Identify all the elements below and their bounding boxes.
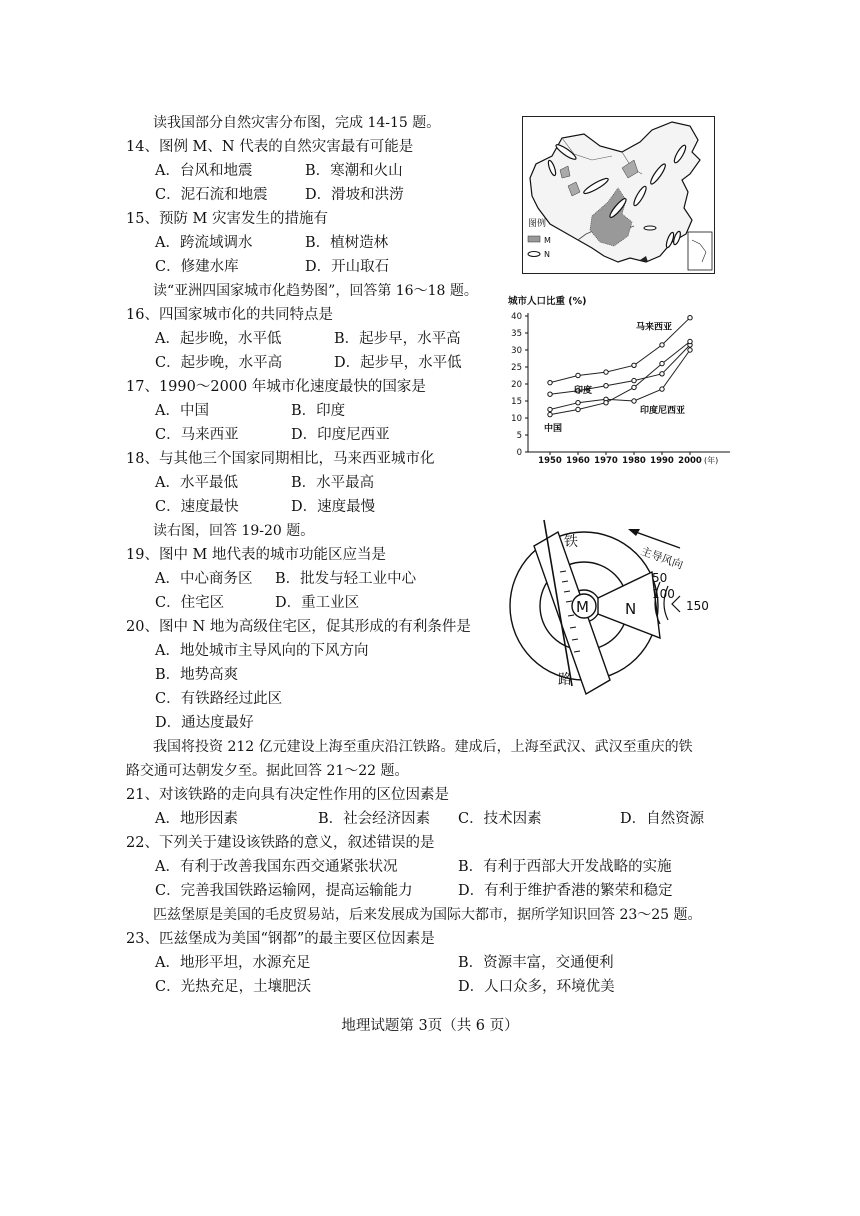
data-point	[660, 372, 664, 376]
data-point	[548, 380, 552, 384]
question-14: 14、图例 M、N 代表的自然灾害最有可能是	[126, 139, 414, 155]
data-point	[660, 343, 664, 347]
option-22d: D．有利于维护香港的繁荣和稳定	[458, 883, 673, 899]
y-tick-label: 35	[511, 329, 522, 339]
intro-14-15: 读我国部分自然灾害分布图，完成 14-15 题。	[153, 115, 441, 131]
option-16b: B．起步早，水平高	[334, 331, 461, 347]
option-14b: B．寒潮和火山	[305, 163, 403, 179]
option-23c: C．光热充足，土壤肥沃	[155, 979, 312, 995]
data-point	[548, 407, 552, 411]
zone-m-label: M	[576, 598, 589, 616]
intro-19-20: 读右图，回答 19-20 题。	[153, 523, 315, 539]
legend-m-swatch	[528, 236, 540, 242]
y-tick-label: 25	[511, 363, 522, 373]
rail-label-top: 铁	[564, 534, 578, 550]
question-23: 23、匹兹堡成为美国“钢都”的最主要区位因素是	[126, 931, 435, 947]
series-label: 印度尼西亚	[640, 406, 686, 417]
option-14c: C．泥石流和地震	[155, 187, 268, 203]
option-21a: A．地形因素	[155, 811, 238, 827]
urbanization-chart	[498, 291, 748, 471]
wind-label: 主导风向	[638, 544, 685, 572]
option-20c: C．有铁路经过此区	[155, 691, 283, 707]
option-20d: D．通达度最好	[155, 715, 254, 731]
option-14a: A．台风和地震	[155, 163, 253, 179]
legend-n-label: N	[544, 250, 550, 259]
option-22b: B．有利于西部大开发战略的实施	[458, 859, 672, 875]
zone-n-label: N	[625, 600, 637, 618]
option-21d: D．自然资源	[620, 811, 705, 827]
series-line	[550, 345, 690, 394]
option-19d: D．重工业区	[275, 595, 360, 611]
y-tick-label: 20	[511, 380, 522, 390]
option-20b: B．地势高爽	[155, 667, 239, 683]
series-line	[550, 342, 690, 415]
option-16c: C．起步晚，水平高	[155, 355, 283, 371]
data-point	[576, 373, 580, 377]
chart-title: 城市人口比重 (%)	[508, 296, 587, 307]
x-tick-label: 1960	[566, 456, 590, 466]
question-22: 22、下列关于建设该铁路的意义，叙述错误的是	[126, 835, 435, 851]
option-18c: C．速度最快	[155, 499, 239, 515]
option-22c: C．完善我国铁路运输网，提高运输能力	[155, 883, 413, 899]
legend-n-swatch	[528, 252, 540, 257]
data-point	[604, 401, 608, 405]
intro-23-25: 匹兹堡原是美国的毛皮贸易站，后来发展成为国际大都市，据所学知识回答 23～25 题。	[153, 907, 702, 923]
china-hazard-map	[522, 116, 715, 274]
option-19b: B．批发与轻工业中心	[275, 571, 417, 587]
intro-21-22-line1: 我国将投资 212 亿元建设上海至重庆沿江铁路。建成后，上海至武汉、武汉至重庆的铁	[153, 739, 693, 755]
y-tick-label: 15	[511, 397, 522, 407]
x-tick-label: 1980	[622, 456, 646, 466]
data-point	[660, 387, 664, 391]
map-legend-title: 图例	[528, 219, 547, 229]
x-tick-label: 1990	[650, 456, 674, 466]
option-18b: B．水平最高	[291, 475, 375, 491]
intro-16-18: 读“亚洲四国家城市化趋势图”，回答第 16～18 题。	[153, 283, 478, 299]
series-label: 马来西亚	[636, 322, 673, 333]
data-point	[688, 339, 692, 343]
option-16a: A．起步晚，水平低	[155, 331, 282, 347]
option-23a: A．地形平坦，水源充足	[155, 955, 311, 971]
data-point	[632, 378, 636, 382]
y-tick-label: 0	[516, 448, 522, 458]
question-18: 18、与其他三个国家同期相比，马来西亚城市化	[126, 451, 435, 467]
x-tick-label: 1950	[538, 456, 562, 466]
option-17a: A．中国	[155, 403, 209, 419]
question-19: 19、图中 M 地代表的城市功能区应当是	[126, 547, 387, 563]
y-tick-label: 40	[511, 312, 522, 322]
option-21c: C．技术因素	[458, 811, 542, 827]
series-label: 印度	[574, 385, 593, 396]
rail-label-bottom: 路	[558, 672, 572, 688]
option-19c: C．住宅区	[155, 595, 225, 611]
contour-label-100: 100	[652, 587, 675, 601]
question-16: 16、四国家城市化的共同特点是	[126, 307, 333, 323]
option-22a: A．有利于改善我国东西交通紧张状况	[155, 859, 398, 875]
y-tick-label: 5	[516, 431, 522, 441]
data-point	[576, 401, 580, 405]
y-tick-label: 30	[511, 346, 522, 356]
option-23d: D．人口众多，环境优美	[458, 979, 615, 995]
data-point	[604, 370, 608, 374]
data-point	[688, 316, 692, 320]
series-label: 中国	[544, 424, 563, 435]
option-16d: D．起步早，水平低	[334, 355, 462, 371]
contour-label-50: 50	[652, 571, 668, 585]
option-15a: A．跨流域调水	[155, 235, 253, 251]
option-20a: A．地处城市主导风向的下风方向	[155, 643, 369, 659]
option-19a: A．中心商务区	[155, 571, 253, 587]
legend-m-label: M	[544, 236, 551, 245]
city-zone-diagram	[500, 516, 740, 704]
data-point	[576, 407, 580, 411]
y-tick-label: 10	[511, 414, 522, 424]
question-20: 20、图中 N 地为高级住宅区，促其形成的有利条件是	[126, 619, 471, 635]
x-tick-label: 2000	[678, 456, 702, 466]
data-point	[632, 363, 636, 367]
option-23b: B．资源丰富，交通便利	[458, 955, 614, 971]
question-21: 21、对该铁路的走向具有决定性作用的区位因素是	[126, 787, 449, 803]
option-21b: B．社会经济因素	[318, 811, 431, 827]
option-18d: D．速度最慢	[291, 499, 376, 515]
option-15b: B．植树造林	[305, 235, 389, 251]
option-18a: A．水平最低	[155, 475, 238, 491]
option-15c: C．修建水库	[155, 259, 239, 275]
data-point	[632, 399, 636, 403]
data-point	[604, 384, 608, 388]
x-tick-label: 1970	[594, 456, 618, 466]
x-unit: (年)	[704, 456, 719, 465]
contour-label-150: 150	[686, 599, 709, 613]
data-point	[688, 348, 692, 352]
intro-21-22-line2: 路交通可达朝发夕至。据此回答 21～22 题。	[126, 763, 409, 779]
option-17b: B．印度	[291, 403, 346, 419]
option-14d: D．滑坡和洪涝	[305, 187, 404, 203]
option-15d: D．开山取石	[305, 259, 390, 275]
data-point	[548, 412, 552, 416]
data-point	[632, 385, 636, 389]
data-point	[660, 361, 664, 365]
data-point	[548, 392, 552, 396]
page-footer: 地理试题第 3页（共 6 页）	[341, 1018, 519, 1034]
option-17c: C．马来西亚	[155, 427, 239, 443]
series-line	[550, 350, 690, 410]
question-15: 15、预防 M 灾害发生的措施有	[126, 211, 329, 227]
option-17d: D．印度尼西亚	[291, 427, 390, 443]
question-17: 17、1990～2000 年城市化速度最快的国家是	[126, 379, 426, 395]
